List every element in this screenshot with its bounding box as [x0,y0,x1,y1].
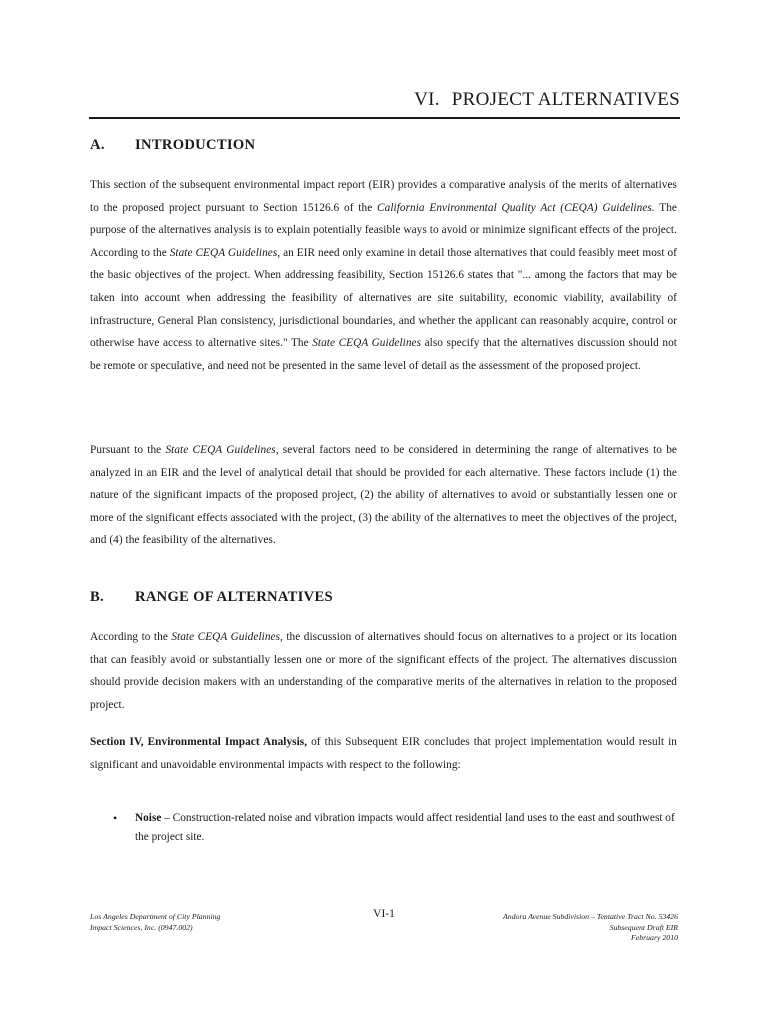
text-run: According to the [90,631,172,643]
footer-doc-type: Subsequent Draft EIR [609,922,678,932]
section-b-heading [90,589,333,606]
section-b-paragraph-2 [90,731,677,776]
text-run: an EIR need only examine in detail those alternatives that could feasibly meet most of the basic objectives of the project. When addressing feasibility, Section 15126.6 states that "... among the factors that may be taken into account when addressing the feasibility of alternatives are site suitability, economic viability, availability of infrastructure, General Plan consistency, jurisdictional boundaries, and whether the applicant can reasonably acquire, control or otherwise have access to alternative sites." The [90,246,677,350]
section-b-title: RANGE OF ALTERNATIVES [135,589,333,605]
text-run: , the discussion of alternatives should focus on alternatives to a project or its location that can feasibly avoid or substantially lessen one or more of the significant effects of the project. The alternatives discussion should provide decision makers with an understanding of the comparative merits of the alternatives in relation to the proposed project. [90,631,677,711]
section-a-paragraph-1 [90,174,677,377]
bold-run: Section IV, Environmental Impact Analysis, [90,736,308,748]
bullet-icon: • [113,811,118,825]
footer-date: February 2010 [631,933,678,942]
italic-run: State CEQA Guidelines, [165,444,279,456]
bullet-item-noise [113,809,677,846]
text-run: several factors need to be considered in determining the range of alternatives to be analyzed in an EIR and the level of analytical detail that should be provided for each alternative. These factors include (1) the nature of the significant impacts of the proposed project, (2) the ability of alternatives to avoid or substantially lessen one or more of the significant effects associated with the project, (3) the ability of the alternatives to meet the objectives of the project, and (4) the feasibility of the alternatives. [90,444,677,547]
section-b-paragraph-1 [90,626,677,716]
text-run: Pursuant to the [90,444,166,456]
footer-agency: Los Angeles Department of City Planning [90,912,221,921]
section-b-letter: B. [90,589,104,605]
text-run: also specify that the alternatives discussion should not be remote or speculative, and need not be presented in the same level of detail as the assessment of the proposed project. [90,337,677,372]
footer-right [503,912,678,944]
italic-run: State CEQA Guidelines [171,631,281,643]
italic-run: California Environmental Quality Act (CEQA) Guidelines. [377,201,655,214]
footer-consultant: Impact Sciences, Inc. (0947.002) [90,922,193,932]
chapter-number: VI. [414,89,440,110]
section-a-paragraph-2 [90,439,677,552]
text-run: This section of the subsequent environmental impact report (EIR) provides a comparative analysis of the merits of alternatives to the proposed project pursuant to Section 15126.6 of the [90,179,677,214]
page-number: VI-1 [373,908,395,920]
italic-run: State CEQA Guidelines [312,337,422,350]
text-run: The purpose of the alternatives analysis is to explain potentially feasible ways to avoid or minimize significant effects of the project. According to the [90,201,677,259]
chapter-header [89,89,680,119]
section-a-title: INTRODUCTION [135,137,256,153]
section-a-heading [90,137,255,154]
footer-project: Andora Avenue Subdivision – Tentative Tract No. 53426 [503,912,678,921]
chapter-title: PROJECT ALTERNATIVES [451,89,680,110]
bullet-body: – Construction-related noise and vibration impacts would affect residential land uses to the east and southwest of the project site. [135,812,675,843]
italic-run: State CEQA Guidelines, [169,246,281,259]
bullet-label: Noise [135,812,162,824]
text-run: of this Subsequent EIR concludes that project implementation would result in significant and unavoidable environmental impacts with respect to the following: [90,736,677,771]
section-a-letter: A. [90,137,105,153]
bullet-text [135,809,677,846]
footer-left [90,912,220,933]
